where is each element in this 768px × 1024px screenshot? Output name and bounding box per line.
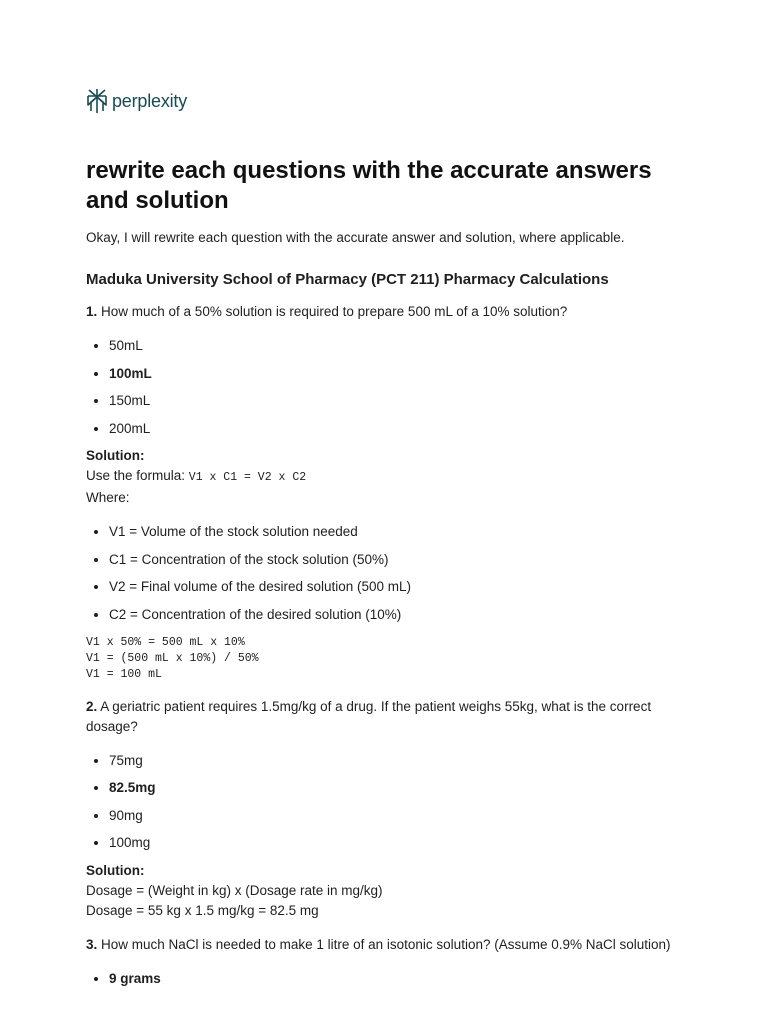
definition-item: • V1 = Volume of the stock solution needed [109,522,686,542]
definition-item: • C1 = Concentration of the stock solution (50%) [109,550,686,570]
question-1-text: How much of a 50% solution is required to prepare 500 mL of a 10% solution? [97,304,568,319]
question-2 [86,697,686,737]
answer-content [86,270,686,996]
question-3 [86,935,686,955]
question-2-text: A geriatric patient requires 1.5mg/kg of a drug. If the patient weighs 55kg, what is the correct dosage? [86,698,652,734]
solution-label: Solution: [86,862,145,878]
correct-option: • 9 grams [109,969,686,989]
correct-option: • 82.5mg [109,778,686,798]
question-2-options [86,751,686,854]
question-3-options [86,969,686,989]
perplexity-logo-icon [86,88,108,114]
where-label: Where: [86,490,130,505]
variable-definitions [86,522,686,625]
solution-label: Solution: [86,448,145,463]
option: • 150mL [109,391,686,411]
code-line: V1 x 50% = 500 mL x 10% [86,635,245,649]
definition-item: • V2 = Final volume of the desired solution (500 mL) [109,577,686,597]
solution-line: Dosage = 55 kg x 1.5 mg/kg = 82.5 mg [86,902,319,918]
option: • 90mg [109,806,686,826]
question-3-number: 3. [86,936,98,952]
question-3-text: How much NaCl is needed to make 1 litre of an isotonic solution? (Assume 0.9% NaCl solution) [97,936,671,952]
intro-text: Okay, I will rewrite each question with the accurate answer and solution, where applicable. [86,230,625,245]
question-1-number: 1. [86,304,98,319]
logo-text: perplexity [112,90,188,111]
perplexity-logo[interactable] [86,88,187,114]
code-line: V1 = 100 mL [86,667,162,681]
question-1-options [86,336,686,439]
formula-prefix: Use the formula: [86,468,189,483]
definition-item: • C2 = Concentration of the desired solution (10%) [109,605,686,625]
section-heading: Maduka University School of Pharmacy (PCT 211) Pharmacy Calculations [86,271,609,288]
page-title: rewrite each questions with the accurate answers and solution [86,157,652,214]
option: • 200mL [109,419,686,439]
question-1 [86,302,686,322]
code-line: V1 = (500 mL x 10%) / 50% [86,651,259,665]
formula-line [86,466,686,488]
solution-line: Dosage = (Weight in kg) x (Dosage rate in mg/kg) [86,882,383,898]
option: • 100mg [109,833,686,853]
formula-code: V1 x C1 = V2 x C2 [188,471,307,484]
question-2-number: 2. [86,698,98,714]
correct-option: • 100mL [109,364,686,384]
option: • 50mL [109,336,686,356]
option: • 75mg [109,751,686,771]
calculation-code-block [86,635,686,683]
